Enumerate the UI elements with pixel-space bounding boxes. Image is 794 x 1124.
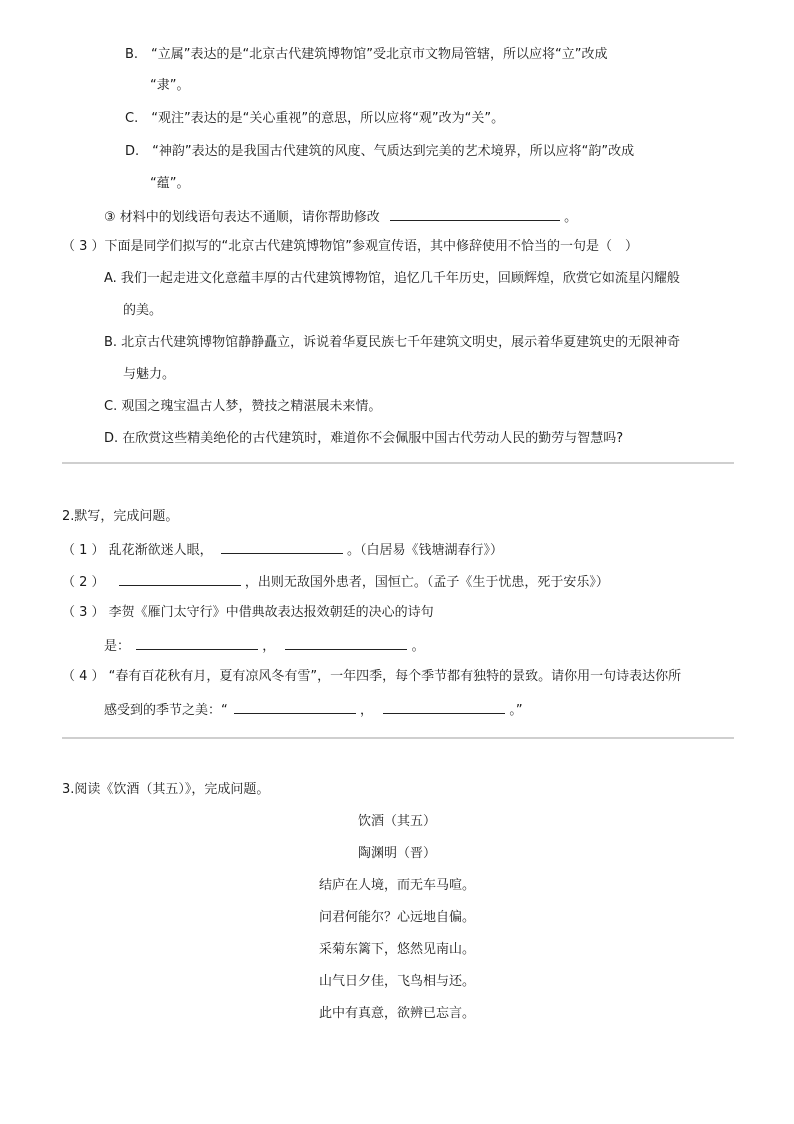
option-d-line1: D. “神韵”表达的是我国古代建筑的风度、气质达到完美的艺术境界，所以应将“韵”改成 <box>125 144 635 159</box>
sub-question-3 <box>104 207 577 227</box>
answer-blank[interactable] <box>221 540 343 554</box>
q2-item-2-text: ，出则无敌国外患者，国恒亡。（孟子《生于忧患，死于安乐》） <box>244 575 609 590</box>
poem-line: 结庐在人境，而无车马喧。 <box>318 878 475 893</box>
answer-blank[interactable] <box>119 572 241 586</box>
q2-item-2-number: （ 2 ） <box>62 575 105 590</box>
question-2-title: 2.默写，完成问题。 <box>62 509 179 524</box>
q2-item-1-text: （ 1 ） 乱花渐欲迷人眼， <box>62 543 213 558</box>
q2-item-1-source: 。（白居易《钱塘湖春行》） <box>346 543 503 558</box>
part-3-option-b-line1: B. 北京古代建筑博物馆静静矗立，诉说着华夏民族七千年建筑文明史，展示着华夏建筑史的无限神奇 <box>104 335 681 350</box>
answer-blank[interactable] <box>383 700 505 714</box>
sub-question-3-text: ③ 材料中的划线语句表达不通顺，请你帮助修改 <box>104 210 380 225</box>
q2-item-3-label: 是： <box>104 639 131 654</box>
question-3-title: 3.阅读《饮酒（其五）》，完成问题。 <box>62 782 270 797</box>
section-divider <box>62 462 734 464</box>
q2-item-4: （ 4 ） “春有百花秋有月，夏有凉风冬有雪”，一年四季，每个季节都有独特的景致。请你用一句诗表达你所 <box>62 669 682 684</box>
q2-item-4-label: 感受到的季节之美：“ <box>104 703 228 718</box>
part-3-option-b-line2: 与魅力。 <box>123 367 176 382</box>
part-3-option-d: D. 在欣赏这些精美绝伦的古代建筑时，难道你不会佩服中国古代劳动人民的勤劳与智慧吗? <box>104 431 624 446</box>
part-3-stem: （ 3 ）下面是同学们拟写的“北京古代建筑博物馆”参观宣传语，其中修辞使用不恰当的一句是（ ） <box>62 239 639 254</box>
poem-line: 采菊东篱下，悠然见南山。 <box>318 942 475 957</box>
option-b-line2: “隶”。 <box>150 78 190 93</box>
q2-item-3: （ 3 ） 李贺《雁门太守行》中借典故表达报效朝廷的决心的诗句 <box>62 605 434 620</box>
poem-line: 问君何能尔？心远地自偏。 <box>318 910 475 925</box>
poem-author: 陶渊明（晋） <box>357 846 436 861</box>
answer-blank[interactable] <box>234 700 356 714</box>
part-3-option-c: C. 观国之瑰宝温古人梦，赞技之精湛展未来情。 <box>104 399 382 414</box>
answer-blank[interactable] <box>285 636 407 650</box>
option-d-line2: “蕴”。 <box>150 176 190 191</box>
option-c: C. “观注”表达的是“关心重视”的意思，所以应将“观”改为“关”。 <box>125 111 505 126</box>
poem-line: 此中有真意，欲辨已忘言。 <box>318 1006 475 1021</box>
poem-line: 山气日夕佳，飞鸟相与还。 <box>318 974 475 989</box>
sub-question-3-end: 。 <box>564 210 578 225</box>
comma: ， <box>360 703 374 718</box>
closing-quote: 。” <box>509 703 523 718</box>
poem-title: 饮酒（其五） <box>357 814 436 829</box>
period: 。 <box>411 639 425 654</box>
q2-item-4-answer <box>104 700 523 720</box>
q2-item-1 <box>62 540 503 560</box>
section-divider <box>62 737 734 739</box>
answer-blank[interactable] <box>390 207 560 221</box>
comma: ， <box>262 639 276 654</box>
answer-blank[interactable] <box>136 636 258 650</box>
q2-item-3-answer <box>104 636 425 656</box>
part-3-option-a-line2: 的美。 <box>123 303 163 318</box>
part-3-option-a-line1: A. 我们一起走进文化意蕴丰厚的古代建筑博物馆，追忆几千年历史，回顾辉煌，欣赏它如流星闪耀般 <box>104 271 680 286</box>
option-b-line1: B. “立属”表达的是“北京古代建筑博物馆”受北京市文物局管辖，所以应将“立”改成 <box>125 47 608 62</box>
q2-item-2 <box>62 572 609 592</box>
